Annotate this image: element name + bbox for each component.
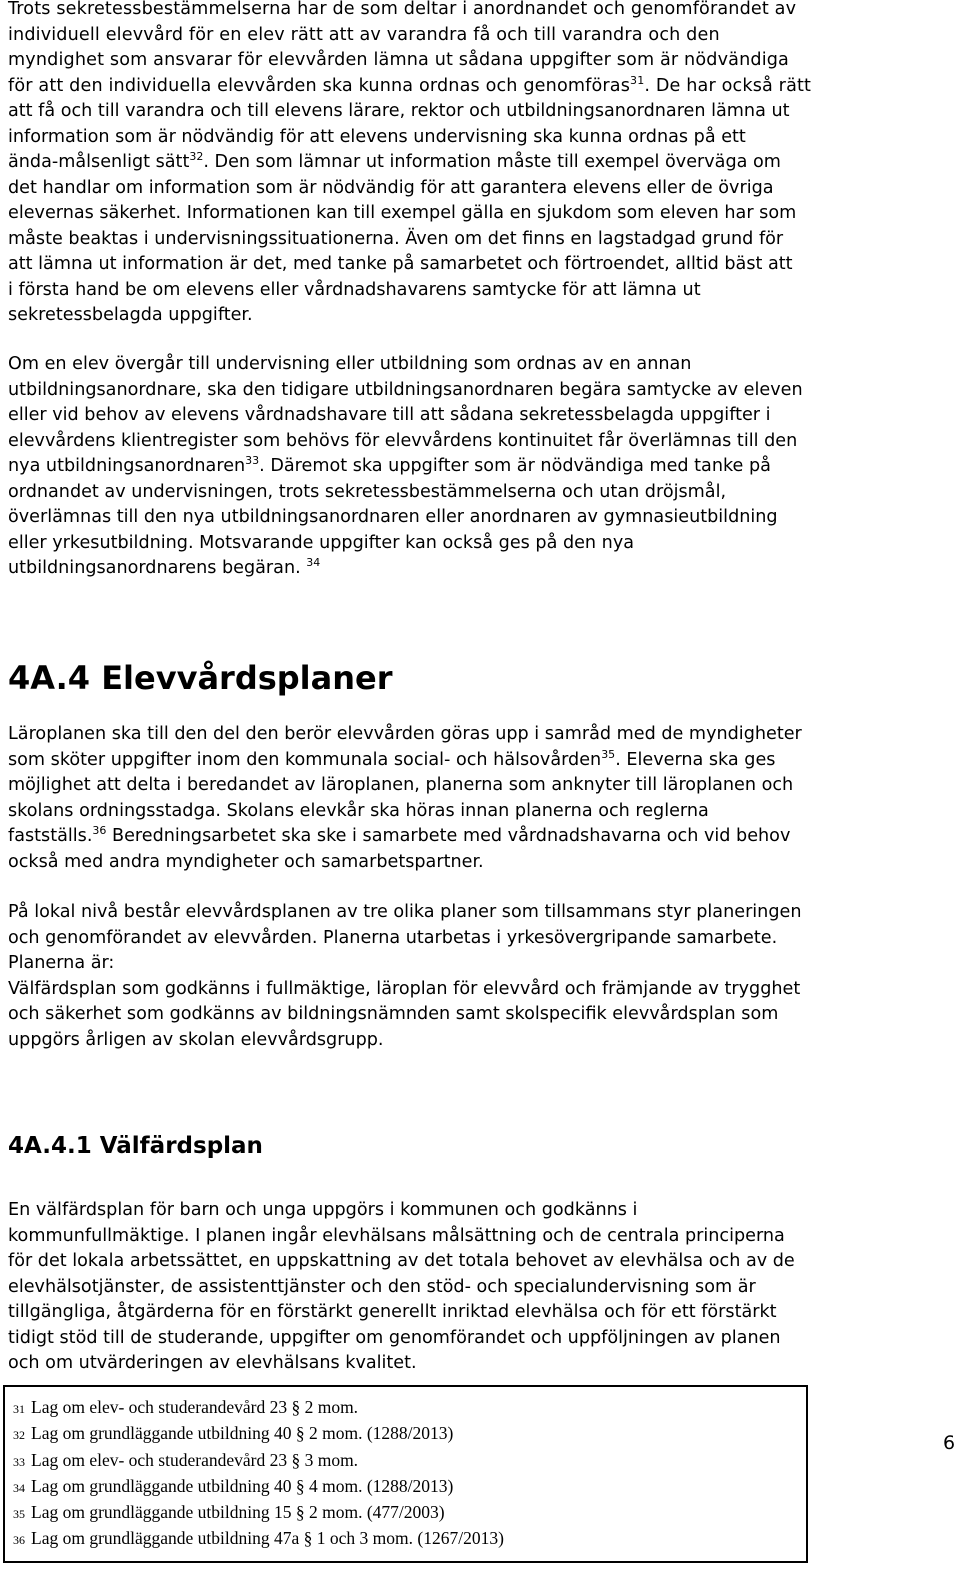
footnote-ref: 35 [601,747,616,761]
text-line [8,824,958,850]
footnote-item [13,1421,806,1447]
text-line: och om utvärderingen av elevhälsans kvalitet. [8,1353,417,1373]
text-line: och genomförandet av elevvården. Planerna utarbetas i yrkesövergripande samarbete. [8,927,778,948]
text-line: sekretessbelagda uppgifter. [8,305,253,325]
footnotes-box [3,1385,808,1563]
footnote-text: Lag om grundläggande utbildning 40 § 2 mom. (1288/2013) [31,1423,454,1444]
footnote-item [13,1395,806,1421]
footnote-item [13,1448,806,1474]
paragraph-curriculum [8,722,958,875]
paragraph-welfare-plan [8,1198,958,1377]
text-line: elevhälsotjänster, de assistenttjänster och den stöd- och specialundervisning som är [8,1276,756,1297]
footnote-number: 36 [13,1533,25,1548]
footnote-number: 35 [13,1507,25,1522]
text-line: att lämna ut information är det, med tanke på samarbetet och förtroendet, alltid bäst att [8,254,793,274]
footnote-item [13,1526,806,1552]
paragraph-local-plans [8,900,958,1053]
text-line [8,150,958,176]
footnote-item [13,1474,806,1500]
text-span: . Eleverna ska ges [615,749,776,770]
text-span: Beredningsarbetet ska ske i samarbete med vårdnadshavarna och vid behov [106,826,791,846]
text-line [8,748,958,774]
subsection-heading: 4A.4.1 Välfärdsplan [8,1133,263,1159]
text-span: nya utbildningsanordnaren [8,456,246,476]
text-line: En välfärdsplan för barn och unga uppgörs i kommunen och godkänns i [8,1200,638,1220]
text-line: också med andra myndigheter och samarbetspartner. [8,851,484,872]
footnote-text: Lag om grundläggande utbildning 15 § 2 mom. (477/2003) [31,1502,445,1523]
section-heading: 4A.4 Elevvårdsplaner [8,659,393,697]
text-span: som sköter uppgifter inom den kommunala social- och hälsovården [8,749,602,770]
text-line: det handlar om information som är nödvändig för att garantera elevens eller de övriga [8,177,774,198]
text-line: tidigt stöd till de studerande, uppgifter om genomförandet och uppföljningen av planen [8,1327,781,1348]
text-line: att få och till varandra och till elevens lärare, rektor och utbildningsanordnaren lämna ut [8,101,790,121]
text-line: måste beaktas i undervisningssituationerna. Även om det finns en lagstadgad grund för [8,228,784,249]
footnote-text: Lag om elev- och studerandevård 23 § 2 mom. [31,1397,359,1417]
text-line: eller vid behov av elevens vårdnadshavare till att sådana sekretessbelagda uppgifter i [8,405,771,425]
text-line: elevernas säkerhet. Informationen kan till exempel gälla en sjukdom som eleven har som [8,203,797,223]
text-line [8,556,958,582]
footnote-text: Lag om elev- och studerandevård 23 § 3 mom. [31,1449,359,1470]
text-line: eller yrkesutbildning. Motsvarande uppgifter kan också ges på den nya [8,532,635,553]
footnote-text: Lag om grundläggande utbildning 40 § 4 mom. (1288/2013) [31,1475,454,1496]
text-line: tillgängliga, åtgärderna för en förstärkt generellt inriktad elevhälsa och för ett förstärkt [8,1302,777,1322]
text-span: . Den som lämnar ut information måste till exempel överväga om [203,152,781,172]
footnote-number: 32 [13,1428,25,1443]
text-line: överlämnas till den nya utbildningsanordnaren eller anordnaren av gymnasieutbildning [8,507,778,527]
text-line: Planerna är: [8,953,115,973]
text-line: individuell elevvård för en elev rätt att av varandra få och till varandra och den [8,24,720,45]
text-line: utbildningsanordnare, ska den tidigare utbildningsanordnaren begära samtycke av eleven [8,379,803,400]
paragraph-confidentiality [8,0,958,329]
footnote-number: 31 [13,1402,25,1416]
footnote-ref: 34 [306,556,321,569]
text-line: information som är nödvändig för att elevens undervisning ska kunna ordnas på ett [8,126,746,147]
footnote-text: Lag om grundläggande utbildning 47a § 1 och 3 mom. (1267/2013) [31,1528,504,1549]
text-line: för det lokala arbetssättet, en uppskattning av det totala behovet av elevhälsa och av de [8,1251,795,1271]
text-line: Välfärdsplan som godkänns i fullmäktige, läroplan för elevvård och främjande av trygghet [8,978,801,999]
text-line: kommunfullmäktige. I planen ingår elevhälsans målsättning och de centrala principerna [8,1225,785,1246]
text-span: utbildningsanordnarens begäran. [8,558,301,578]
footnote-ref: 32 [189,150,204,163]
text-span: ända-målsenligt sätt [8,152,190,172]
footnote-item [13,1500,806,1526]
text-line: i första hand be om elevens eller vårdnadshavarens samtycke för att lämna ut [8,279,701,300]
text-line: Trots sekretessbestämmelserna har de som deltar i anordnandet och genomförandet av [8,0,797,19]
footnote-ref: 31 [630,73,645,87]
text-span: fastställs. [8,826,93,846]
text-line: skolans ordningsstadga. Skolans elevkår ska höras innan planerna och reglerna [8,800,709,821]
paragraph-transfer [8,352,958,582]
footnote-number: 34 [13,1480,25,1495]
text-line: På lokal nivå består elevvårdsplanen av tre olika planer som tillsammans styr planeringen [8,902,802,922]
text-line: Läroplanen ska till den del den berör elevvården göras upp i samråd med de myndigheter [8,724,802,744]
footnote-ref: 33 [245,454,260,467]
footnote-number: 33 [13,1454,25,1469]
page-number: 6 [943,1432,956,1454]
text-line: Om en elev övergår till undervisning eller utbildning som ordnas av en annan [8,354,692,374]
footnote-ref: 36 [92,824,107,837]
text-line: ordnandet av undervisningen, trots sekretessbestämmelserna och utan dröjsmål, [8,481,727,502]
text-span: . De har också rätt [644,75,812,96]
text-line: uppgörs årligen av skolan elevvårdsgrupp. [8,1029,384,1050]
text-line [8,454,958,480]
text-span: för att den individuella elevvården ska kunna ordnas och genomföras [8,75,631,96]
text-line [8,74,958,100]
text-line: möjlighet att delta i beredandet av läroplanen, planerna som anknyter till läroplanen och [8,775,794,795]
text-line: myndighet som ansvarar för elevvården lämna ut sådana uppgifter som är nödvändiga [8,50,789,70]
text-span: . Däremot ska uppgifter som är nödvändiga med tanke på [259,456,771,476]
text-line: och säkerhet som godkänns av bildningsnämnden samt skolspecifik elevvårdsplan som [8,1004,779,1024]
text-line: elevvårdens klientregister som behövs för elevvårdens kontinuitet får överlämnas till den [8,430,798,451]
